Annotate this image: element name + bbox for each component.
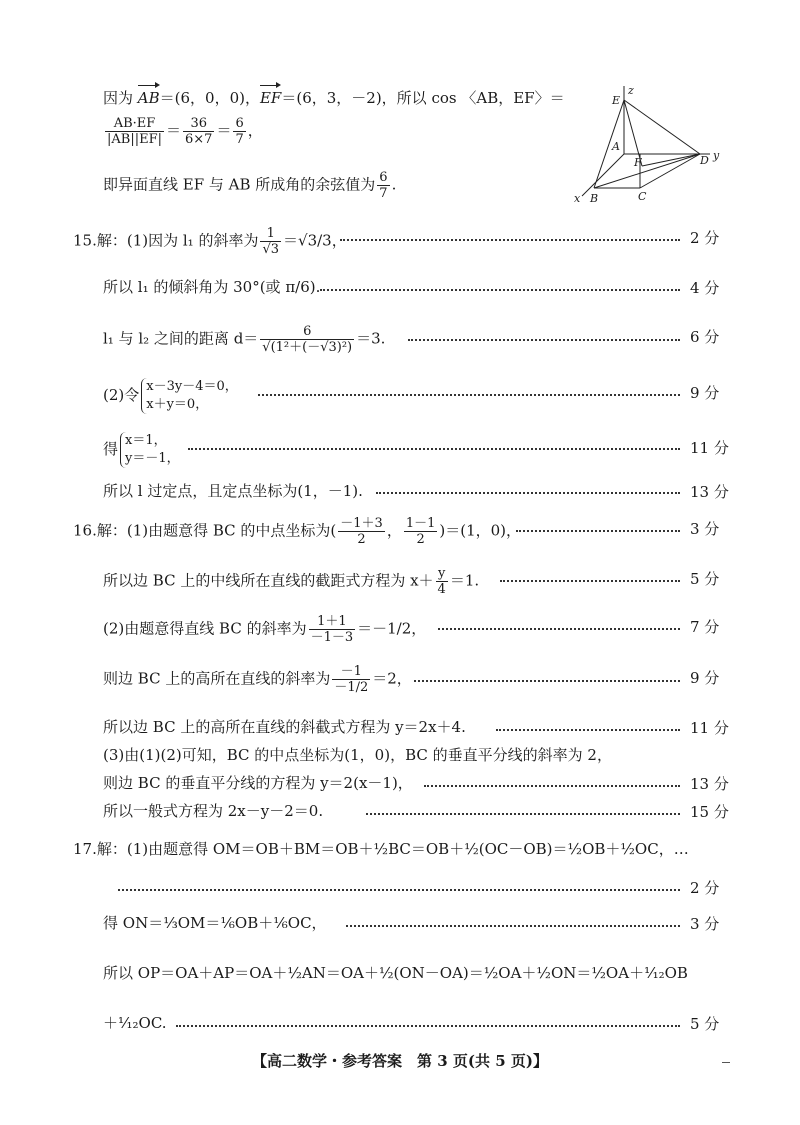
line-text: ＋¹⁄₁₂OC. (103, 1014, 167, 1032)
frac-num: 6 (260, 324, 354, 340)
frac-den: 2 (416, 532, 425, 547)
frac-den: 4 (437, 582, 446, 597)
score: 13 分 (690, 483, 729, 501)
score: 9 分 (690, 669, 720, 687)
edge-ed (624, 100, 700, 154)
p17-line-3 (103, 912, 327, 934)
page-footer: 【高二数学・参考答案 第 3 页(共 5 页)】 (252, 1052, 548, 1070)
intro-ef-value: ＝(6，3，－2)，所以 cos (281, 89, 457, 107)
frac-den: 7 (235, 132, 244, 147)
line-text: 则边 BC 的垂直平分线的方程为 y＝2(x－1)， (103, 774, 413, 792)
score-leader (366, 813, 680, 815)
vector-ef: EF (260, 84, 281, 109)
intro-ab-value: ＝(6，0，0)， (159, 89, 260, 107)
intro-text: 因为 (103, 89, 138, 107)
score: 11 分 (690, 439, 729, 457)
line-text: 所以边 BC 上的高所在直线的斜截式方程为 y＝2x＋4. (103, 718, 466, 736)
score-leader (176, 1025, 680, 1027)
line-text: l₁ 与 l₂ 之间的距离 d＝ (103, 329, 259, 348)
p16-line-1 (73, 516, 521, 547)
height-slope-fraction (332, 664, 370, 695)
score: 9 分 (690, 384, 720, 402)
score: 2 分 (690, 229, 720, 247)
fraction-6-7 (233, 116, 245, 147)
frac-den: √(1²＋(－√3)²) (262, 340, 353, 355)
p16-line-3 (103, 614, 426, 645)
frac-num: 36 (183, 116, 214, 132)
frac-num: 6 (235, 116, 244, 131)
score-leader (408, 339, 680, 341)
score: 11 分 (690, 719, 729, 737)
line-text: 16.解：(1)由题意得 BC 的中点坐标为( (73, 521, 337, 540)
score-leader (376, 492, 680, 494)
fraction-36 (183, 116, 214, 147)
p15-line-2 (103, 276, 320, 298)
p17-line-5 (103, 1012, 167, 1034)
line-text: 得 ON＝⅓OM＝⅙OB＋⅙OC， (103, 914, 327, 932)
p16-line-7 (103, 772, 413, 794)
frac-num: －1 (332, 664, 370, 680)
line-text: 则边 BC 上的高所在直线的斜率为 (103, 669, 331, 688)
edge-fd (642, 154, 700, 166)
frac-num: 1－1 (405, 516, 436, 531)
line-text: 所以边 BC 上的中线所在直线的截距式方程为 x＋ (103, 571, 434, 590)
bc-slope-fraction (309, 614, 356, 645)
p15-line-5 (103, 432, 180, 468)
score-leader (500, 580, 680, 582)
score: 5 分 (690, 570, 720, 588)
solution-y: y＝－1， (125, 451, 180, 466)
frac-den: －1/2 (334, 680, 369, 695)
frac-den: 7 (379, 186, 388, 201)
frac-num: －1＋3 (340, 516, 383, 531)
comma: ， (386, 521, 402, 540)
intro-line-3: 即异面直线 EF 与 AB 所成角的余弦值为 $\frac{6}{7}$ . (103, 170, 397, 201)
equation-system (141, 378, 238, 414)
line-text: (3)由(1)(2)可知，BC 的中点坐标为(1，0)，BC 的垂直平分线的斜率为 2， (103, 746, 612, 764)
line-text: (2)令 (103, 386, 140, 404)
p17-line-1 (73, 838, 689, 860)
score: 5 分 (690, 1015, 720, 1033)
frac-den: |AB||EF| (107, 132, 162, 147)
cos-args: 〈AB，EF〉 (461, 89, 550, 107)
intro-line-2: $\frac{AB\cdot EF}{|AB||EF|}$ ＝ $\frac{36}{6\times 7}$ ＝ $\frac{6}{7}$ ， (107, 116, 263, 147)
p16-line-5 (103, 716, 466, 738)
score: 4 分 (690, 279, 720, 297)
line-tail: ＝√3/3， (283, 231, 347, 250)
slope-fraction (260, 226, 281, 257)
frac-num: AB·EF (105, 116, 164, 132)
label-c: C (638, 190, 647, 203)
frac-num: 6 (379, 170, 388, 185)
score: 2 分 (690, 879, 720, 897)
score-leader (438, 628, 680, 630)
midpoint-y-fraction (404, 516, 438, 547)
score-leader (118, 889, 680, 891)
line-text: 17.解：(1)由题意得 OM＝OB＋BM＝OB＋½BC＝OB＋½(OC－OB)＝½OB＋½OC，… (73, 840, 689, 858)
score: 13 分 (690, 775, 729, 793)
intro-line-1 (103, 84, 565, 109)
label-y: y (713, 149, 720, 162)
score: 15 分 (690, 803, 729, 821)
p16-line-4 (103, 664, 412, 695)
solution-system (120, 432, 180, 468)
label-a: A (612, 140, 620, 153)
intercept-fraction (436, 566, 448, 597)
line-text: 所以 l 过定点，且定点坐标为(1，－1). (103, 482, 363, 500)
edge-cd (640, 154, 700, 188)
p15-line-6 (103, 480, 363, 502)
p16-line-6 (103, 744, 612, 766)
p15-line-1 (73, 226, 347, 257)
p15-line-3 (103, 324, 385, 355)
intro-conclusion: 即异面直线 EF 与 AB 所成角的余弦值为 (103, 175, 376, 194)
midpoint-x-fraction (338, 516, 385, 547)
frac-num: y (436, 566, 448, 582)
answer-fraction (377, 170, 389, 201)
line-text: 所以 OP＝OA＋AP＝OA＋½AN＝OA＋½(ON－OA)＝½OA＋½ON＝½OA＋¹⁄₁₂OB (103, 964, 688, 982)
line-tail: ＝2， (372, 669, 412, 688)
line-tail: ＝－1/2， (357, 619, 427, 638)
label-d: D (700, 154, 709, 167)
line-text: 15.解：(1)因为 l₁ 的斜率为 (73, 231, 259, 250)
score-leader (496, 729, 680, 731)
label-e: E (612, 94, 621, 107)
equation-1: x－3y－4＝0， (146, 379, 238, 394)
frac-den: －1－3 (310, 630, 354, 645)
frac-num: 1 (260, 226, 281, 242)
score-leader (258, 394, 680, 396)
p15-line-4 (103, 378, 238, 414)
score-leader (320, 289, 680, 291)
label-z: z (628, 84, 634, 97)
vector-ab: AB (138, 84, 160, 109)
edge-bd (594, 154, 700, 188)
label-f: F (634, 156, 642, 169)
line-tail: )＝(1，0)， (439, 521, 522, 540)
p17-line-4 (103, 962, 688, 984)
score: 7 分 (690, 618, 720, 636)
frac-den: √3 (262, 242, 280, 257)
label-b: B (590, 192, 599, 205)
p16-line-2 (103, 566, 479, 597)
score-leader (346, 925, 680, 927)
frac-num: 1＋1 (309, 614, 356, 630)
score: 6 分 (690, 328, 720, 346)
p16-line-8 (103, 800, 323, 822)
line-text: 所以 l₁ 的倾斜角为 30°(或 π/6). (103, 278, 321, 296)
line-text: 所以一般式方程为 2x－y－2＝0. (103, 802, 324, 820)
frac-den: 2 (357, 532, 366, 547)
distance-fraction (260, 324, 354, 355)
label-x: x (574, 192, 581, 205)
score-leader (188, 448, 680, 450)
solution-x: x＝1， (125, 433, 167, 448)
frac-den: 6×7 (185, 132, 213, 147)
score: 3 分 (690, 915, 720, 933)
line-text: 得 (103, 440, 119, 458)
cos-fraction (105, 116, 164, 147)
corner-mark (722, 1062, 730, 1063)
score: 3 分 (690, 520, 720, 538)
line-text: (2)由题意得直线 BC 的斜率为 (103, 619, 307, 638)
line-tail: ＝1. (449, 571, 480, 590)
score-leader (414, 680, 680, 682)
equation-2: x＋y＝0， (146, 397, 209, 412)
score-leader (516, 530, 680, 532)
score-leader (424, 785, 680, 787)
equals-sign: ＝ (549, 89, 565, 107)
score-leader (340, 239, 680, 241)
line-tail: ＝3. (356, 329, 386, 348)
geometry-figure (568, 84, 728, 208)
